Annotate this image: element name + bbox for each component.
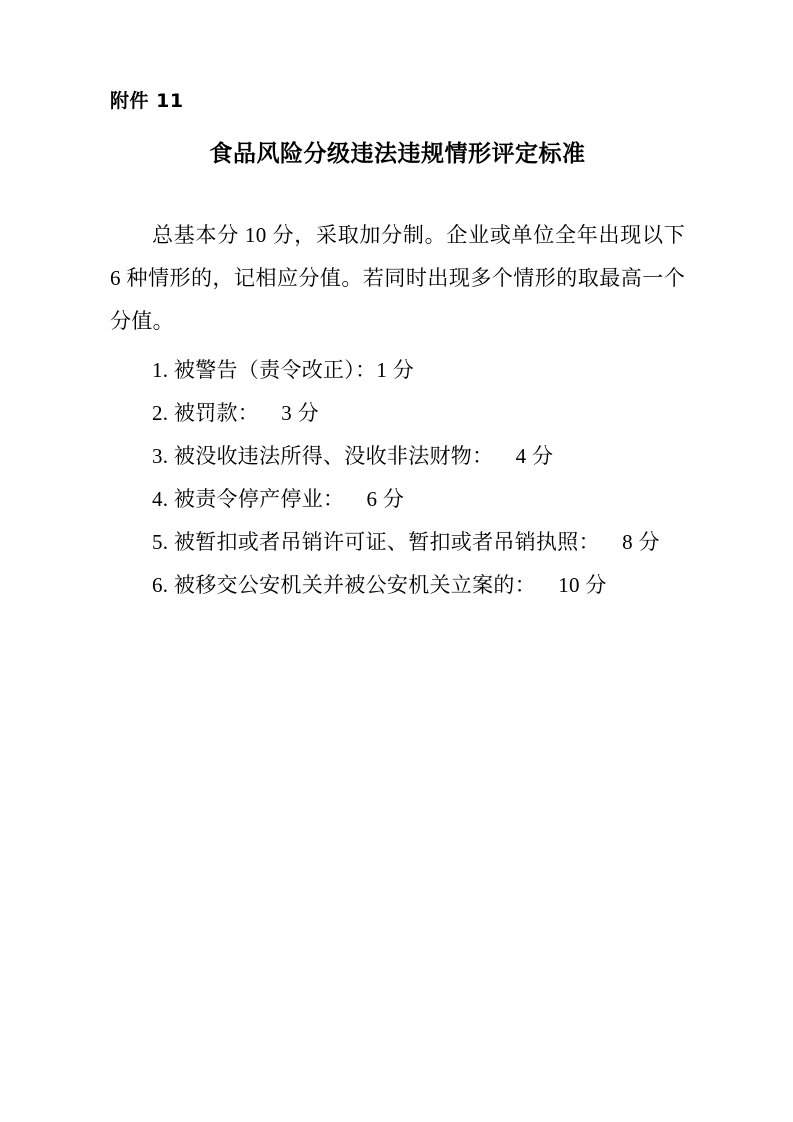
document-body bbox=[110, 90, 685, 607]
list-item: 3. 被没收违法所得、没收非法财物： 4 分 bbox=[152, 443, 554, 468]
list-item: 1. 被警告（责令改正）：1 分 bbox=[152, 357, 415, 382]
attachment-label: 附件 11 bbox=[110, 90, 184, 112]
list-item: 2. 被罚款： 3 分 bbox=[152, 400, 319, 425]
page-title: 食品风险分级违法违规情形评定标准 bbox=[209, 140, 586, 167]
list-item: 5. 被暂扣或者吊销许可证、暂扣或者吊销执照： 8 分 bbox=[152, 529, 660, 554]
list-item: 6. 被移交公安机关并被公安机关立案的： 10 分 bbox=[152, 572, 607, 597]
intro-paragraph: 总基本分 10 分，采取加分制。企业或单位全年出现以下 6 种情形的，记相应分值。若同时出现多个情形的取最高一个分值。 bbox=[110, 222, 685, 333]
list-item: 4. 被责令停产停业： 6 分 bbox=[152, 486, 405, 511]
